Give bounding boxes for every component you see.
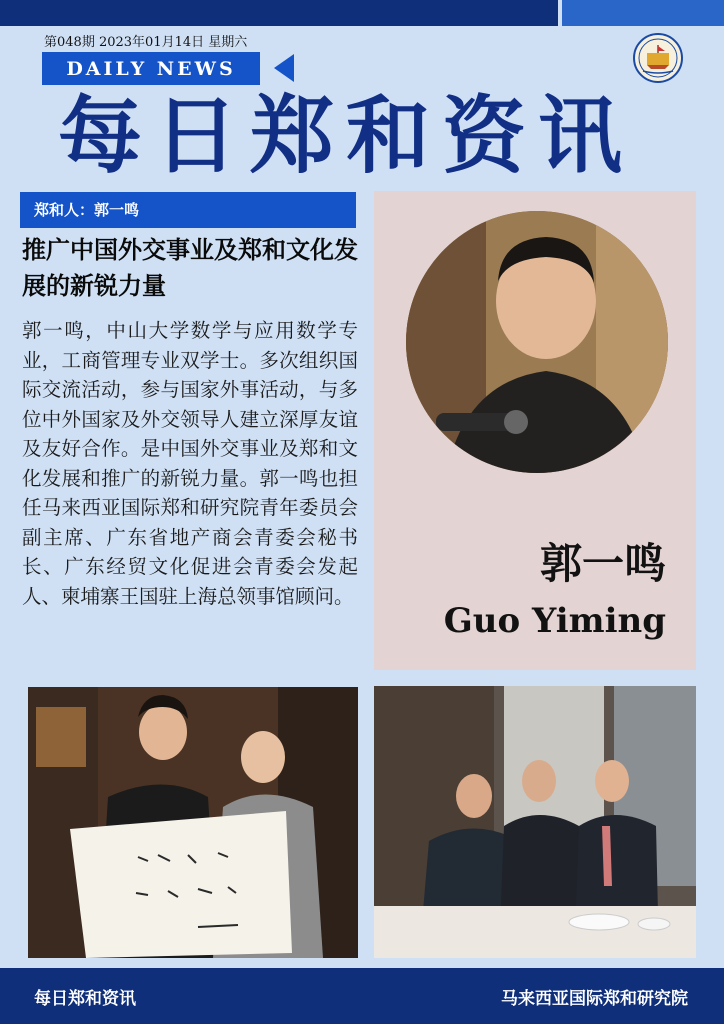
top-bar — [0, 0, 558, 26]
daily-news-banner: DAILY NEWS — [42, 52, 260, 85]
masthead-title: 每日郑和资讯 — [58, 86, 635, 185]
photo-banquet — [374, 686, 696, 958]
section-label: 郑和人：郭一鸣 — [20, 192, 356, 228]
photo-calligraphy — [28, 687, 358, 958]
footer-publication: 每日郑和资讯 — [34, 989, 136, 1009]
footer-organization: 马来西亚国际郑和研究院 — [501, 989, 688, 1009]
portrait-panel — [374, 191, 696, 670]
footer-bar — [0, 968, 724, 1024]
top-bar-accent — [562, 0, 724, 26]
issue-weekday: 星期六 — [208, 35, 248, 50]
article-body: 郭一鸣，中山大学数学与应用数学专业，工商管理专业双学士。多次组织国际交流活动，参与国家外事活动，与多位中外国家及外交领导人建立深厚友谊及友好合作。是中国外交事业及郑和文化发展和推广的新锐力量。郭一鸣也担任马来西亚国际郑和研究院青年委员会副主席、广东省地产商会青委会秘书长、广东经贸文化促进会青委会发起人、柬埔寨王国驻上海总领事馆顾问。 — [22, 319, 358, 608]
issue-line — [44, 31, 247, 50]
issue-date: 2023年01月14日 — [98, 35, 205, 50]
profile-name-cn: 郭一鸣 — [539, 539, 666, 588]
profile-name-en: Guo Yiming — [443, 601, 666, 641]
banner-arrow-icon — [274, 54, 294, 82]
issue-number: 第048期 — [44, 35, 95, 50]
zheng-he-seal-icon — [633, 33, 683, 83]
article-headline: 推广中国外交事业及郑和文化发展的新锐力量 — [22, 235, 358, 300]
portrait-photo — [406, 211, 668, 473]
